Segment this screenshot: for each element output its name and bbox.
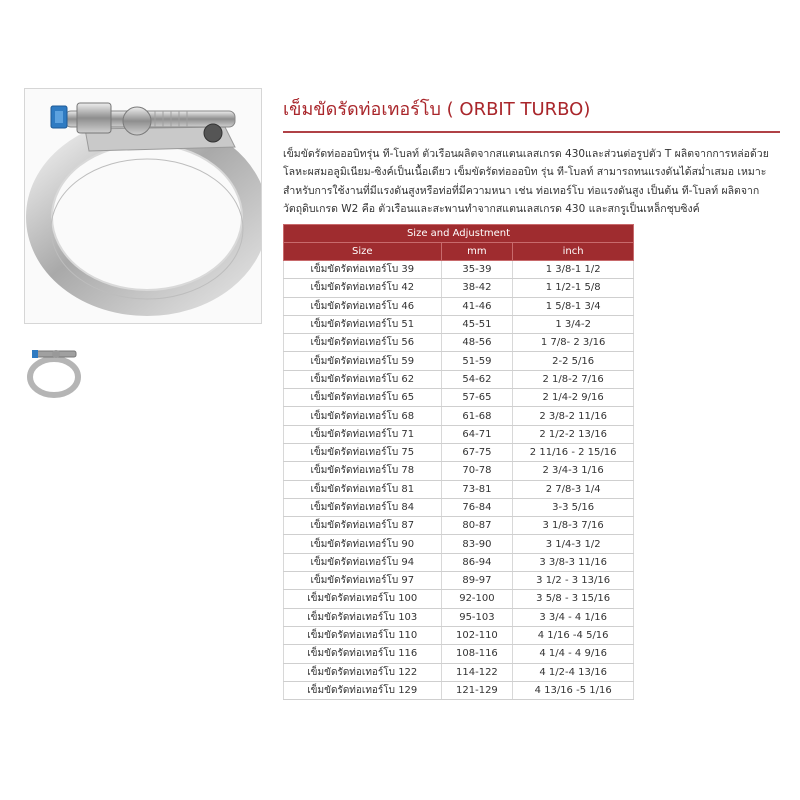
cell-mm: 61-68 — [441, 407, 513, 425]
product-main-image[interactable] — [24, 88, 262, 324]
table-row — [284, 407, 634, 425]
cell-size: เข็มขัดรัดท่อเทอร์โบ 122 — [284, 663, 442, 681]
table-row — [284, 425, 634, 443]
cell-inch: 2 1/8-2 7/16 — [513, 370, 634, 388]
cell-size: เข็มขัดรัดท่อเทอร์โบ 129 — [284, 681, 442, 699]
table-row — [284, 480, 634, 498]
table-row — [284, 334, 634, 352]
cell-inch: 3 5/8 - 3 15/16 — [513, 590, 634, 608]
product-description: เข็มขัดรัดท่อออบิทรุ่น ที-โบลท์ ตัวเรือนผลิตจากสแตนเลสเกรด 430และส่วนต่อรูปตัว T ผลิตจากการหล่อด้วยโลหะผสมอลูมิเนียม-ซิงค์เป็นเนื้อเดียว เข็มขัดรัดท่อออบิท รุ่น ที-โบลท์ สามารถทนแรงดันได้สม่ำเสมอ เหมาะสำหรับการใช้งานที่มีแรงดันสูงหรือท่อที่มีความหนา เช่น ท่อเทอร์โบ ท่อแรงดันสูง เป็นต้น ที-โบลท์ ผลิตจากวัตถุดิบเกรด W2 คือ ตัวเรือนและสะพานทำจากสแตนเลสเกรด 430 และสกรูเป็นเหล็กชุบซิงค์ — [283, 148, 769, 215]
size-adjustment-table — [283, 224, 634, 700]
cell-size: เข็มขัดรัดท่อเทอร์โบ 46 — [284, 297, 442, 315]
cell-inch: 2 3/8-2 11/16 — [513, 407, 634, 425]
cell-size: เข็มขัดรัดท่อเทอร์โบ 42 — [284, 279, 442, 297]
cell-size: เข็มขัดรัดท่อเทอร์โบ 62 — [284, 370, 442, 388]
cell-size: เข็มขัดรัดท่อเทอร์โบ 56 — [284, 334, 442, 352]
cell-size: เข็มขัดรัดท่อเทอร์โบ 59 — [284, 352, 442, 370]
cell-mm: 86-94 — [441, 553, 513, 571]
table-row — [284, 645, 634, 663]
cell-inch: 4 1/16 -4 5/16 — [513, 626, 634, 644]
table-row — [284, 279, 634, 297]
cell-inch: 4 1/2-4 13/16 — [513, 663, 634, 681]
hose-clamp-illustration — [25, 89, 261, 323]
table-row — [284, 315, 634, 333]
cell-inch: 3 1/2 - 3 13/16 — [513, 572, 634, 590]
table-row — [284, 261, 634, 279]
cell-size: เข็มขัดรัดท่อเทอร์โบ 65 — [284, 389, 442, 407]
product-thumbnail[interactable] — [26, 343, 82, 401]
cell-mm: 73-81 — [441, 480, 513, 498]
cell-inch: 1 1/2-1 5/8 — [513, 279, 634, 297]
cell-mm: 41-46 — [441, 297, 513, 315]
cell-size: เข็มขัดรัดท่อเทอร์โบ 71 — [284, 425, 442, 443]
table-row — [284, 608, 634, 626]
cell-mm: 35-39 — [441, 261, 513, 279]
cell-mm: 80-87 — [441, 517, 513, 535]
cell-inch: 2 11/16 - 2 15/16 — [513, 443, 634, 461]
column-header-size: Size — [284, 243, 442, 261]
cell-size: เข็มขัดรัดท่อเทอร์โบ 94 — [284, 553, 442, 571]
table-row — [284, 498, 634, 516]
cell-inch: 1 3/8-1 1/2 — [513, 261, 634, 279]
column-header-mm: mm — [441, 243, 513, 261]
cell-mm: 121-129 — [441, 681, 513, 699]
cell-mm: 54-62 — [441, 370, 513, 388]
table-row — [284, 352, 634, 370]
cell-inch: 1 3/4-2 — [513, 315, 634, 333]
table-row — [284, 535, 634, 553]
cell-size: เข็มขัดรัดท่อเทอร์โบ 51 — [284, 315, 442, 333]
cell-inch: 1 5/8-1 3/4 — [513, 297, 634, 315]
cell-inch: 3 1/8-3 7/16 — [513, 517, 634, 535]
hose-clamp-thumbnail-illustration — [26, 343, 82, 401]
cell-size: เข็มขัดรัดท่อเทอร์โบ 103 — [284, 608, 442, 626]
cell-inch: 2 7/8-3 1/4 — [513, 480, 634, 498]
cell-mm: 64-71 — [441, 425, 513, 443]
cell-size: เข็มขัดรัดท่อเทอร์โบ 90 — [284, 535, 442, 553]
cell-inch: 2-2 5/16 — [513, 352, 634, 370]
cell-inch: 3 1/4-3 1/2 — [513, 535, 634, 553]
cell-mm: 45-51 — [441, 315, 513, 333]
table-row — [284, 590, 634, 608]
cell-mm: 48-56 — [441, 334, 513, 352]
cell-size: เข็มขัดรัดท่อเทอร์โบ 75 — [284, 443, 442, 461]
table-row — [284, 389, 634, 407]
cell-size: เข็มขัดรัดท่อเทอร์โบ 39 — [284, 261, 442, 279]
cell-size: เข็มขัดรัดท่อเทอร์โบ 84 — [284, 498, 442, 516]
cell-mm: 83-90 — [441, 535, 513, 553]
table-row — [284, 370, 634, 388]
cell-inch: 2 1/2-2 13/16 — [513, 425, 634, 443]
table-row — [284, 297, 634, 315]
cell-mm: 89-97 — [441, 572, 513, 590]
cell-mm: 51-59 — [441, 352, 513, 370]
cell-size: เข็มขัดรัดท่อเทอร์โบ 87 — [284, 517, 442, 535]
cell-size: เข็มขัดรัดท่อเทอร์โบ 78 — [284, 462, 442, 480]
cell-size: เข็มขัดรัดท่อเทอร์โบ 110 — [284, 626, 442, 644]
title-divider — [283, 131, 780, 133]
cell-mm: 108-116 — [441, 645, 513, 663]
cell-mm: 70-78 — [441, 462, 513, 480]
product-title: เข็มขัดรัดท่อเทอร์โบ ( ORBIT TURBO) — [283, 99, 591, 120]
table-row — [284, 462, 634, 480]
cell-inch: 3 3/4 - 4 1/16 — [513, 608, 634, 626]
cell-mm: 67-75 — [441, 443, 513, 461]
cell-inch: 4 13/16 -5 1/16 — [513, 681, 634, 699]
table-body — [284, 261, 634, 700]
cell-size: เข็มขัดรัดท่อเทอร์โบ 81 — [284, 480, 442, 498]
table-row — [284, 572, 634, 590]
table-row — [284, 663, 634, 681]
cell-size: เข็มขัดรัดท่อเทอร์โบ 116 — [284, 645, 442, 663]
table-row — [284, 681, 634, 699]
table-row — [284, 626, 634, 644]
cell-mm: 95-103 — [441, 608, 513, 626]
cell-inch: 3 3/8-3 11/16 — [513, 553, 634, 571]
column-header-inch: inch — [513, 243, 634, 261]
cell-mm: 114-122 — [441, 663, 513, 681]
table-row — [284, 553, 634, 571]
cell-mm: 92-100 — [441, 590, 513, 608]
cell-inch: 3-3 5/16 — [513, 498, 634, 516]
cell-inch: 1 7/8- 2 3/16 — [513, 334, 634, 352]
cell-size: เข็มขัดรัดท่อเทอร์โบ 100 — [284, 590, 442, 608]
table-row — [284, 517, 634, 535]
cell-inch: 2 1/4-2 9/16 — [513, 389, 634, 407]
table-row — [284, 443, 634, 461]
cell-mm: 76-84 — [441, 498, 513, 516]
cell-inch: 2 3/4-3 1/16 — [513, 462, 634, 480]
cell-mm: 57-65 — [441, 389, 513, 407]
cell-mm: 102-110 — [441, 626, 513, 644]
cell-inch: 4 1/4 - 4 9/16 — [513, 645, 634, 663]
cell-size: เข็มขัดรัดท่อเทอร์โบ 68 — [284, 407, 442, 425]
cell-mm: 38-42 — [441, 279, 513, 297]
table-caption: Size and Adjustment — [284, 225, 634, 243]
cell-size: เข็มขัดรัดท่อเทอร์โบ 97 — [284, 572, 442, 590]
